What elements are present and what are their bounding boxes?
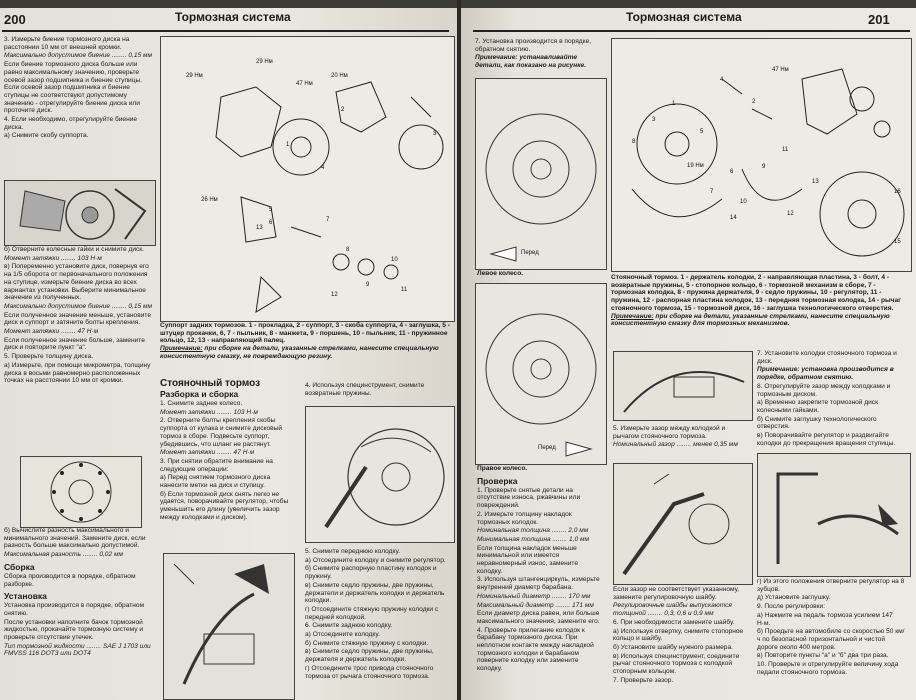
text-line: 10. Проверьте и отрегулируйте величину хода педали стояночного тормоза. bbox=[757, 661, 899, 676]
spring-removal-photo bbox=[163, 553, 295, 700]
fig1-caption bbox=[477, 270, 605, 279]
text-line: в) Повторите пункты "а" и "б" два три раза. bbox=[757, 652, 889, 660]
text-line: в) Снимите седло пружины, две пружины, держателя и держатель колодки. bbox=[305, 648, 434, 664]
figure-label: 8 bbox=[632, 139, 636, 145]
right-column-1-top bbox=[475, 38, 605, 71]
text-line: Номинальный зазор ........ менее 0,35 мм bbox=[613, 441, 738, 449]
text-line: Установка производится в порядке, обратном снятию. bbox=[4, 602, 145, 617]
parking-brake-drawing bbox=[612, 39, 911, 271]
caption-text: Левое колесо. bbox=[477, 270, 524, 277]
left-page bbox=[0, 8, 457, 700]
left-column-2 bbox=[160, 378, 300, 523]
text-line: 2. Измерьте толщину накладок тормозных колодок. bbox=[477, 510, 572, 526]
text-line: б) Снимите заглушку технологического отверстия. bbox=[757, 415, 877, 431]
return-spring-photo bbox=[305, 406, 455, 543]
text-line: а) Снимите скобу суппорта. bbox=[4, 132, 89, 140]
caption-title: Стояночный тормоз. bbox=[611, 274, 679, 281]
check-heading: Проверка bbox=[477, 475, 518, 486]
text-line: г) Отсоедините стяжную пружину колодки с передней колодкой. bbox=[305, 605, 439, 621]
left-column-1 bbox=[4, 36, 154, 141]
text-line: 5. Проверьте толщину диска. bbox=[4, 353, 94, 361]
figure-label: 13 bbox=[256, 225, 263, 231]
install-heading: Установка bbox=[4, 591, 47, 602]
figure-caption bbox=[160, 322, 453, 361]
text-line: 7. Установка производится в порядке, обратном снятию. bbox=[475, 38, 592, 53]
text-line: 2. Отверните болты крепления скобы суппорта от кулака и снимите дисковый тормоз в сборе. Подвесьте суппорт, убедившись, что шланг не растянут. bbox=[160, 417, 283, 448]
text-line: а) Измерьте, при помощи микрометра, толщину диска в восьми равномерно расположенных точках на расстоянии 10 мм от кромки. bbox=[4, 361, 151, 385]
left-wheel-diagram bbox=[475, 78, 607, 270]
text-line: д) Установите заглушку. bbox=[757, 594, 831, 602]
text-line: а) Используя отвертку, снимите стопорное кольцо и шайбу. bbox=[613, 627, 744, 643]
disc-thickness-diagram bbox=[20, 456, 142, 528]
figure-label: 29 Нм bbox=[256, 59, 273, 65]
text-line: Сборка производится в порядке, обратном разборке. bbox=[4, 572, 136, 588]
figure-label: 1 bbox=[672, 101, 676, 107]
caption-title: Суппорт задних тормозов. bbox=[160, 322, 247, 329]
text-line: 6. Снимите заднюю колодку. bbox=[305, 622, 393, 630]
forward-label: Перед bbox=[538, 445, 556, 451]
figure-label: 7 bbox=[710, 189, 714, 195]
left-column-1c bbox=[4, 527, 154, 659]
figure-label: 9 bbox=[366, 282, 370, 288]
figure-label: 15 bbox=[894, 239, 901, 245]
text-line: г) Отсоедините трос привода стояночного тормоза от рычага стояночного тормоза. bbox=[305, 664, 434, 680]
text-line: Максимальная разность ........ 0,02 мм bbox=[4, 551, 124, 559]
right-column-3-top bbox=[757, 350, 907, 448]
text-line: Тип тормозной жидкости ........ SAE J 1703 или FMVSS 116 DOT3 или DOT4 bbox=[4, 642, 151, 658]
figure-label: 4 bbox=[720, 77, 724, 83]
figure-label: 6 bbox=[730, 169, 734, 175]
adjuster-photo bbox=[757, 453, 911, 577]
figure-label: 20 Нм bbox=[331, 73, 348, 79]
caption-text: 1 - держатель колодки, 2 - направляющая пластина, 3 - болт, 4 - возвратные пружины, 5 - стопорное кольцо, 6 - тормозной механизм в сборе, 7 - тормозная колодка, 8 - пружина держателя, 9 - седло пружины, 10 - регулятор, 11 - пружина, 12 - распорная пластина колодок, 13 - передняя тормозная колодка, 14 - рычаг стояночного тормоза, 15 - тормозной диск, 16 - заглушка технологического отверстия. bbox=[611, 274, 901, 312]
text-line: в) Используя специнструмент, соедините рычаг стояночного тормоза с колодкой стопорным кольцом. bbox=[613, 652, 740, 676]
text-line: Если биение тормозного диска больше или равно максимальному значению, проверьте осевой зазор подшипника и биение ступицы. Если осевой зазор подшипника и биение ступицы не соответствуют допустимому значению - отрегулируйте биение диска или проточите диск. bbox=[4, 61, 143, 115]
text-line: 3. Измерьте биение тормозного диска на расстоянии 10 мм от внешней кромки. bbox=[4, 36, 130, 51]
figure-label: 12 bbox=[331, 292, 338, 298]
right-column-2-top bbox=[613, 425, 751, 450]
caliper-drawing bbox=[161, 37, 454, 321]
text-line: б) Вычислите разность максимального и минимального значений. Замените диск, если разность больше максимально допустимой. bbox=[4, 527, 146, 550]
text-line: б) Проедьте на автомобиле со скоростью 50 км/ч по безопасной горизонтальной и чистой дороге около 400 метров. bbox=[757, 628, 905, 651]
figure-label: 12 bbox=[787, 211, 794, 217]
text-line: 3. Используя штангенциркуль, измерьте внутренний диаметр барабана. bbox=[477, 576, 600, 592]
text-line: 5. Снимите переднюю колодку. bbox=[305, 548, 400, 555]
snap-ring-photo bbox=[613, 463, 753, 585]
figure-label: 29 Нм bbox=[186, 73, 203, 79]
text-line: в) Снимите седло пружины, две пружины, держатели и держатель колодки и держатель колодки. bbox=[305, 581, 445, 605]
figure-label: 14 bbox=[730, 215, 737, 221]
caption-text: 1 - прокладка, 2 - суппорт, 3 - скоба суппорта, 4 - заглушка, 5 - штуцер прокачки, 6, 7 - пыльник, 8 - манжета, 9 - поршень, 10 - пыльник, 11 - пружинное кольцо, 12, 13 - направляющий палец. bbox=[160, 322, 450, 345]
text-line: б) Снимите распорную пластину колодок и пружину. bbox=[305, 565, 437, 581]
text-line: 3. При снятии обратите внимание на следующие операции: bbox=[160, 457, 273, 473]
forward-label: Перед bbox=[521, 250, 539, 256]
figure-label: 11 bbox=[782, 147, 789, 153]
figure-label: 10 bbox=[740, 199, 747, 205]
figure-label: 5 bbox=[269, 207, 273, 213]
text-line: После установки наполните бачок тормозной жидкостью, прокачайте тормозную систему и проверьте отсутствие утечек. bbox=[4, 618, 144, 642]
figure-label: 8 bbox=[346, 247, 350, 253]
left-column-3 bbox=[305, 548, 453, 681]
text-line: а) Перед снятием тормозного диска нанесите метки на диск и ступицу. bbox=[160, 474, 271, 490]
text-line: 6. При необходимости замените шайбу. bbox=[613, 618, 735, 626]
note-label: Примечание: bbox=[160, 345, 203, 353]
text-line: 7. Проверьте зазор. bbox=[613, 676, 674, 684]
figure-label: 4 bbox=[321, 165, 325, 171]
figure-label: 47 Нм bbox=[296, 81, 313, 87]
page-header: Тормозная система bbox=[175, 10, 291, 24]
right-column-1 bbox=[477, 465, 605, 674]
figure-label: 3 bbox=[433, 131, 437, 137]
figure-label: 11 bbox=[401, 287, 408, 293]
left-column-1b bbox=[4, 246, 154, 386]
text-line: Минимальная толщина ........ 1,0 мм bbox=[477, 535, 589, 543]
text-line: Если зазор не соответствует указанному, замените регулировочную шайбу. bbox=[613, 586, 740, 601]
figure-label: 2 bbox=[341, 107, 345, 113]
note-text: при сборке на детали, указанные стрелками, нанесите специальную консистентную смазку для тормозных механизмов. bbox=[611, 312, 890, 328]
text-line: 7. Установите колодки стояночного тормоза и диск. bbox=[757, 350, 897, 365]
text-line: б) Если тормозной диск снять легко не удается, поворачивайте регулятор, чтобы уменьшить его длину (увеличить зазор между колодками и диском). bbox=[160, 490, 289, 521]
disc-caliper-photo bbox=[4, 180, 156, 246]
text-line: Примечание: установка производится в порядке, обратном снятию. bbox=[757, 366, 894, 382]
right-page bbox=[461, 8, 916, 700]
text-line: 8. Отрегулируйте зазор между колодками и тормозным диском. bbox=[757, 382, 891, 398]
right-wheel-diagram bbox=[475, 283, 607, 465]
header-rule bbox=[473, 30, 910, 32]
text-line: Регулировочные шайбы выпускаются толщиной ........ 0,3, 0,6 и 0,9 мм bbox=[613, 602, 732, 618]
text-line: Максимально допустимое биение ........ 0,15 мм bbox=[4, 52, 153, 60]
text-line: б) Отверните колесные гайки и снимите диск. bbox=[4, 246, 145, 253]
text-line: б) Установите шайбу нужного размера. bbox=[613, 643, 733, 651]
text-line: 1. Проверьте снятые детали на отсутствие износа, ржавчины или повреждений. bbox=[477, 486, 581, 510]
figure-label: 5 bbox=[700, 129, 704, 135]
text-line: а) Отсоедините колодку. bbox=[305, 631, 380, 639]
text-line: б) Снимите стяжную пружину с колодки. bbox=[305, 639, 429, 647]
text-line: Если диаметр диска равен, или больше максимального значения, замените его. bbox=[477, 610, 600, 625]
parking-brake-exploded-diagram bbox=[611, 38, 912, 272]
text-line: Номинальный диаметр ........ 170 мм bbox=[477, 592, 591, 600]
figure-label: 1 bbox=[286, 142, 290, 148]
text-line: Момент затяжки ........ 47 Н·м bbox=[160, 449, 255, 457]
figure-label: 2 bbox=[752, 99, 756, 105]
text-line: Примечание: устанавливайте детали, как показано на рисунке. bbox=[475, 54, 587, 70]
figure-label: 47 Нм bbox=[772, 67, 789, 73]
clearance-check-photo bbox=[613, 351, 753, 421]
figure-label: 10 bbox=[391, 257, 398, 263]
left-column-3-top bbox=[305, 382, 453, 398]
text-line: а) Нажмите на педаль тормоза усилием 147 Н·м. bbox=[757, 611, 893, 627]
text-line: Момент затяжки ........ 103 Н·м bbox=[160, 408, 258, 416]
figure-label: 19 Нм bbox=[687, 163, 704, 169]
figure-label: 3 bbox=[652, 117, 656, 123]
figure-label: 7 bbox=[326, 217, 330, 223]
text-line: г) Из этого положения отверните регулятор на 8 зубцов. bbox=[757, 578, 905, 593]
text-line: 9. После регулировки: bbox=[757, 603, 826, 611]
text-line: Максимальный диаметр ........ 171 мм bbox=[477, 601, 594, 609]
page-number: 200 bbox=[4, 12, 26, 27]
text-line: Момент затяжки ........ 103 Н·м bbox=[4, 254, 102, 262]
right-column-3 bbox=[757, 578, 907, 677]
text-line: 4. Используя специнструмент, снимите возвратные пружины. bbox=[305, 382, 425, 397]
text-line: Номинальная толщина ........ 2,0 мм bbox=[477, 527, 589, 535]
assembly-heading: Сборка bbox=[4, 561, 35, 572]
figure-label: 6 bbox=[269, 220, 273, 226]
text-line: Если полученное значение больше, замените диск и повторите пункт "а". bbox=[4, 336, 145, 352]
figure-label: 9 bbox=[762, 164, 766, 170]
text-line: а) Отсоедините колодку и снимите регулятор. bbox=[305, 556, 446, 564]
note-label: Примечание: bbox=[611, 312, 654, 320]
figure-label: 26 Нм bbox=[201, 197, 218, 203]
text-line: Если полученное значение меньше, установите диск и суппорт и затяните болты крепления. bbox=[4, 311, 152, 327]
text-line: 5. Измерьте зазор между колодкой и рычагом стояночного тормоза. bbox=[613, 425, 726, 440]
caption-text: Правое колесо. bbox=[477, 465, 528, 472]
text-line: а) Временно закрепите тормозной диск колесными гайками. bbox=[757, 399, 878, 414]
note-text: при сборке на детали, указанные стрелками, нанесите специальную консистентную смазку, не повреждающую резину. bbox=[160, 345, 439, 360]
right-column-2 bbox=[613, 586, 753, 685]
text-line: в) Поворачивайте регулятор и раздвигайте колодки до прекращения вращения ступицы. bbox=[757, 432, 896, 447]
text-line: 4. Проверьте прилегание колодок к барабану тормозного диска. При неплотном контакте между накладкой тормозного колодки и барабаном поверните колодку или замените колодку. bbox=[477, 626, 594, 673]
header-rule bbox=[2, 30, 449, 32]
section-subtitle: Разборка и сборка bbox=[160, 389, 239, 399]
text-line: 4. Если необходимо, отрегулируйте биение диска. bbox=[4, 116, 138, 131]
figure-label: 13 bbox=[812, 179, 819, 185]
text-line: 1. Снимите заднее колесо. bbox=[160, 400, 243, 407]
section-title: Стояночный тормоз bbox=[160, 378, 261, 389]
text-line: в) Попеременно установите диск, повернув его на 1/5 оборота от первоначального положения на ступице, измерьте биение диска во всех вариантах установки. Выберите минимальное значение из полученных. bbox=[4, 263, 149, 302]
rear-caliper-exploded-diagram bbox=[160, 36, 455, 322]
figure-label: 16 bbox=[894, 189, 901, 195]
page-header: Тормозная система bbox=[626, 10, 742, 24]
text-line: Момент затяжки ........ 47 Н·м bbox=[4, 328, 99, 336]
text-line: Если толщина накладок меньше минимальной или имеется неравномерный износ, замените колодку. bbox=[477, 544, 579, 575]
text-line: Максимально допустимое биение ........ 0,15 мм bbox=[4, 302, 153, 310]
figure-caption bbox=[611, 274, 910, 328]
page-number: 201 bbox=[868, 12, 890, 27]
